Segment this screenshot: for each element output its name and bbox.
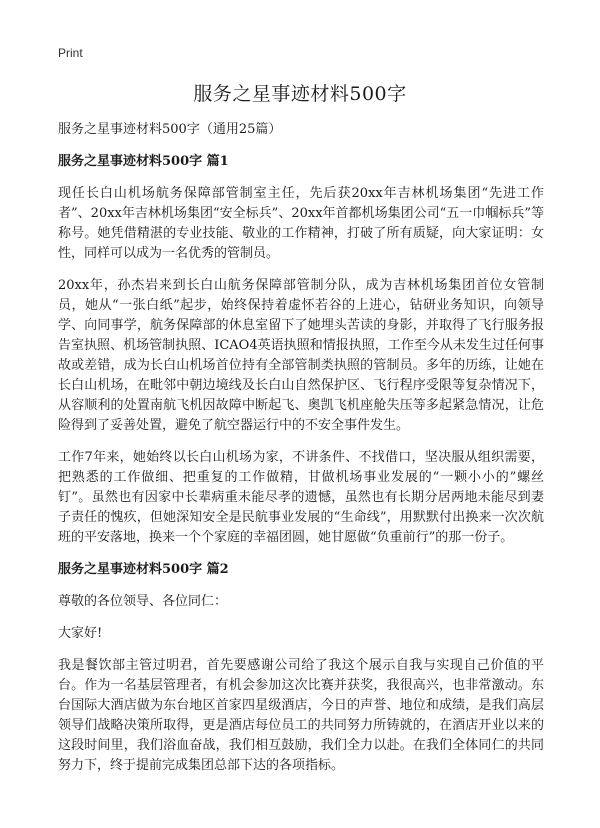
document-title: 服务之星事迹材料500字 <box>193 83 407 105</box>
paragraph: 尊敬的各位领导、各位同仁： <box>58 594 228 609</box>
paragraph: 我是餐饮部主管过明君，首先要感谢公司给了我这个展示自我与实现自己价值的平台。作为一名基层管理者，有机会参加这次比赛并获奖，我很高兴，也非常激动。东台国际大酒店做为东台地区首家四星级酒店，今日的声誉、地位和成绩，是我们高层领导们战略决策所取得，更是酒店每位员工的共同努力所铸就的，在酒店开业以来的这段时间里，我们浴血奋战，我们相互鼓励，我们全力以赴。在我们全体同仁的共同努力下，终于提前完成集团总部下达的各项指标。 <box>58 658 544 773</box>
section-2 <box>58 560 544 776</box>
print-label[interactable]: Print <box>58 46 83 60</box>
paragraph: 大家好! <box>58 626 103 641</box>
section-heading: 服务之星事迹材料500字 篇2 <box>58 562 229 577</box>
document-subtitle: 服务之星事迹材料500字（通用25篇） <box>58 122 282 137</box>
paragraph: 现任长白山机场航务保障部管制室主任，先后获20xx年吉林机场集团“先进工作者”、20xx年吉林机场集团“安全标兵”、20xx年首都机场集团公司“五一巾帼标兵”等称号。她凭借精湛的专业技能、敬业的工作精神，打破了所有质疑，向大家证明：女性，同样可以成为一名优秀的管制员。 <box>58 186 544 261</box>
section-heading: 服务之星事迹材料500字 篇1 <box>58 154 229 169</box>
section-1 <box>58 152 544 548</box>
paragraph: 20xx年，孙杰岩来到长白山航务保障部管制分队，成为吉林机场集团首位女管制员，她从“一张白纸”起步，始终保持着虚怀若谷的上进心，钻研业务知识，向领导学、向同事学，航务保障部的休息室留下了她埋头苦读的身影，并取得了飞行服务报告室执照、机场管制执照、ICAO4英语执照和情报执照，工作至今从未发生过任何事故或差错，成为长白山机场首位持有全部管制类执照的管制员。多年的历练，让她在长白山机场，在毗邻中朝边境线及长白山自然保护区、飞行程序受限等复杂情况下，从容顺利的处置南航飞机因故障中断起飞、奥凯飞机座舱失压等多起紧急情况，让危险得到了妥善处置，避免了航空器运行中的不安全事件发生。 <box>58 278 544 433</box>
document-body <box>58 120 544 788</box>
paragraph: 工作7年来，她始终以长白山机场为家，不讲条件、不找借口，坚决服从组织需要，把熟悉的工作做细、把重复的工作做精，甘做机场事业发展的“一颗小小的”螺丝钉”。虽然也有因家中长辈病重未能尽孝的遗憾，虽然也有长期分居两地未能尽到妻子责任的愧疚，但她深知安全是民航事业发展的“生命线”，用默默付出换来一次次航班的平安落地，换来一个个家庭的幸福团圆，她甘愿做“负重前行”的那一份子。 <box>58 450 544 545</box>
